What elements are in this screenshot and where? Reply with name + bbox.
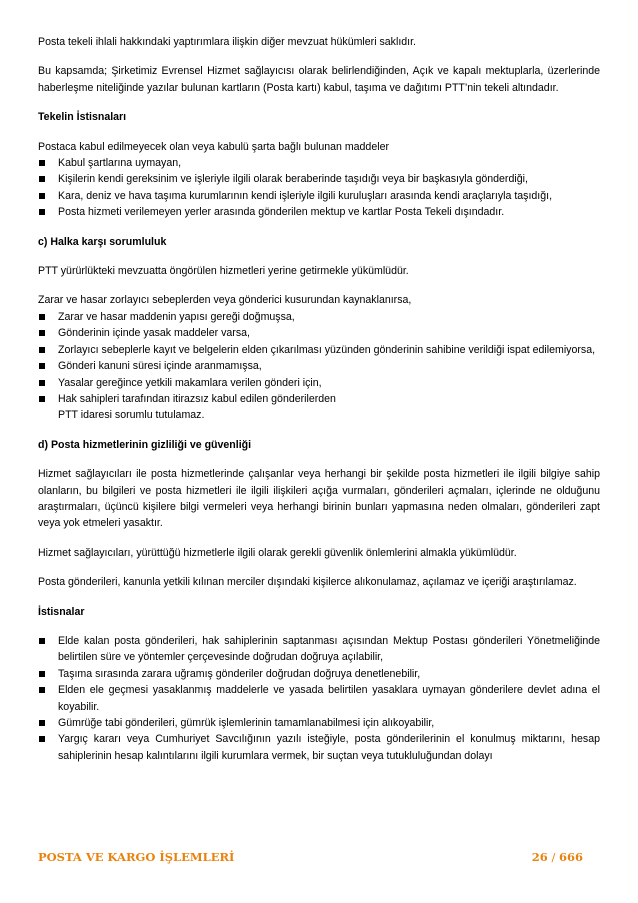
square-bullet-icon xyxy=(39,736,45,742)
paragraph-security-measures: Hizmet sağlayıcıları, yürüttüğü hizmetlerle ilgili olarak gerekli güvenlik önlemlerini almakla yükümlüdür. xyxy=(38,546,517,559)
total-pages: 666 xyxy=(558,850,583,864)
paragraph-no-withholding: Posta gönderileri, kanunla yetkili kılınan merciler dışındaki kişilerce alıkonulamaz, açılamaz ve içeriği araştırılamaz. xyxy=(38,576,577,589)
square-bullet-icon xyxy=(39,687,45,693)
document-page xyxy=(38,34,600,777)
list-item: Kara, deniz ve hava taşıma kurumlarının kendi işleriyle ilgili kuruluşları arasında kendi araçlarıyla taşıdığı, xyxy=(38,188,600,204)
heading-privacy-security: d) Posta hizmetlerinin gizliliği ve güvenliği xyxy=(38,438,252,451)
square-bullet-icon xyxy=(39,363,45,369)
list-item: Gönderi kanuni süresi içinde aranmamışsa, xyxy=(38,358,600,374)
list-item: Elden ele geçmesi yasaklanmış maddelerle ve yasada belirtilen yasaklara uymayan gönderilere devlet adına el koyabilir. xyxy=(38,682,600,715)
square-bullet-icon xyxy=(39,160,45,166)
paragraph-monopoly-sanctions: Posta tekeli ihlali hakkındaki yaptırımlara ilişkin diğer mevzuat hükümleri saklıdır. xyxy=(38,36,417,48)
paragraph-monopoly-scope: Bu kapsamda; Şirketimiz Evrensel Hizmet sağlayıcısı olarak belirlendiğinden, Açık ve kapalı mektuplarla, üzerlerinde haberleşme niteliğinde yazılar bulunan kartların (Posta kartı) kabul, taşıma ve dağıtımı PTT’nin tekeli altındadır. xyxy=(38,65,600,94)
page-separator: / xyxy=(547,850,559,864)
list-item: Kabul şartlarına uymayan, xyxy=(38,155,600,171)
intro-unacceptable-items: Postaca kabul edilmeyecek olan veya kabulü şarta bağlı bulunan maddeler xyxy=(38,140,389,153)
square-bullet-icon xyxy=(39,671,45,677)
list-continuation: PTT idaresi sorumlu tutulamaz. xyxy=(58,409,205,422)
square-bullet-icon xyxy=(39,638,45,644)
list-item: Zorlayıcı sebeplerle kayıt ve belgelerin elden çıkarılması yüzünden gönderinin sahibine verildiği ispat edilemiyorsa, xyxy=(38,342,600,358)
list-liability-exceptions xyxy=(38,309,600,424)
heading-public-liability: c) Halka karşı sorumluluk xyxy=(38,235,167,248)
list-item: Hak sahipleri tarafından itirazsız kabul edilen gönderilerden xyxy=(38,391,600,407)
list-item: Zarar ve hasar maddenin yapısı gereği doğmuşsa, xyxy=(38,309,600,325)
square-bullet-icon xyxy=(39,347,45,353)
list-item: Kişilerin kendi gereksinim ve işleriyle ilgili olarak beraberinde taşıdığı veya bir başkasıyla gönderdiği, xyxy=(38,171,600,187)
square-bullet-icon xyxy=(39,396,45,402)
list-item: Gönderinin içinde yasak maddeler varsa, xyxy=(38,325,600,341)
square-bullet-icon xyxy=(39,720,45,726)
paragraph-confidentiality: Hizmet sağlayıcıları ile posta hizmetlerinde çalışanlar veya herhangi bir şekilde posta hizmetleri ile ilgili bilgiye sahip olanların, bu bilgileri ve posta hizmetleri ile ilgili ilişkileri açığa vurmaları, gönderileri açmaları, içlerinde ne olduğunu araştırmaları, üçüncü kişilere bilgi vermeleri veya herhangi birinin bunları yapmasına neden olmaları, gönderileri zapt veya yok etmeleri yasaktır. xyxy=(38,468,600,530)
footer-title: POSTA VE KARGO İŞLEMLERİ xyxy=(38,850,235,864)
list-item: Elde kalan posta gönderileri, hak sahiplerinin saptanması açısından Mektup Postası gönderileri Yönetmeliğinde belirtilen süre ve yöntemler çerçevesinde doğrudan doğruya açılabilir, xyxy=(38,633,600,666)
square-bullet-icon xyxy=(39,176,45,182)
page-footer xyxy=(38,850,583,864)
heading-exceptions: İstisnalar xyxy=(38,605,85,618)
square-bullet-icon xyxy=(39,330,45,336)
square-bullet-icon xyxy=(39,314,45,320)
list-item: Yasalar gereğince yetkili makamlara verilen gönderi için, xyxy=(38,375,600,391)
intro-damage-causes: Zarar ve hasar zorlayıcı sebeplerden veya gönderici kusurundan kaynaklanırsa, xyxy=(38,294,412,307)
list-item: Posta hizmeti verilemeyen yerler arasında gönderilen mektup ve kartlar Posta Tekeli dışındadır. xyxy=(38,204,600,220)
square-bullet-icon xyxy=(39,209,45,215)
heading-monopoly-exceptions: Tekelin İstisnaları xyxy=(38,111,127,124)
list-item: Yargıç kararı veya Cumhuriyet Savcılığının yazılı isteğiyle, posta gönderilerinin el konulmuş miktarını, hesap sahiplerinin hesap kalıntılarını ilgili kurumlara vermek, bir suçtan veya tutukluluğundan dolayı xyxy=(38,731,600,764)
current-page: 26 xyxy=(531,850,548,864)
square-bullet-icon xyxy=(39,193,45,199)
list-monopoly-exceptions xyxy=(38,155,600,221)
list-item: Taşıma sırasında zarara uğramış gönderiler doğrudan doğruya denetlenebilir, xyxy=(38,666,600,682)
paragraph-obligation: PTT yürürlükteki mevzuatta öngörülen hizmetleri yerine getirmekle yükümlüdür. xyxy=(38,265,409,278)
list-privacy-exceptions xyxy=(38,633,600,764)
square-bullet-icon xyxy=(39,380,45,386)
list-item: Gümrüğe tabi gönderileri, gümrük işlemlerinin tamamlanabilmesi için alıkoyabilir, xyxy=(38,715,600,731)
page-number xyxy=(532,850,583,864)
